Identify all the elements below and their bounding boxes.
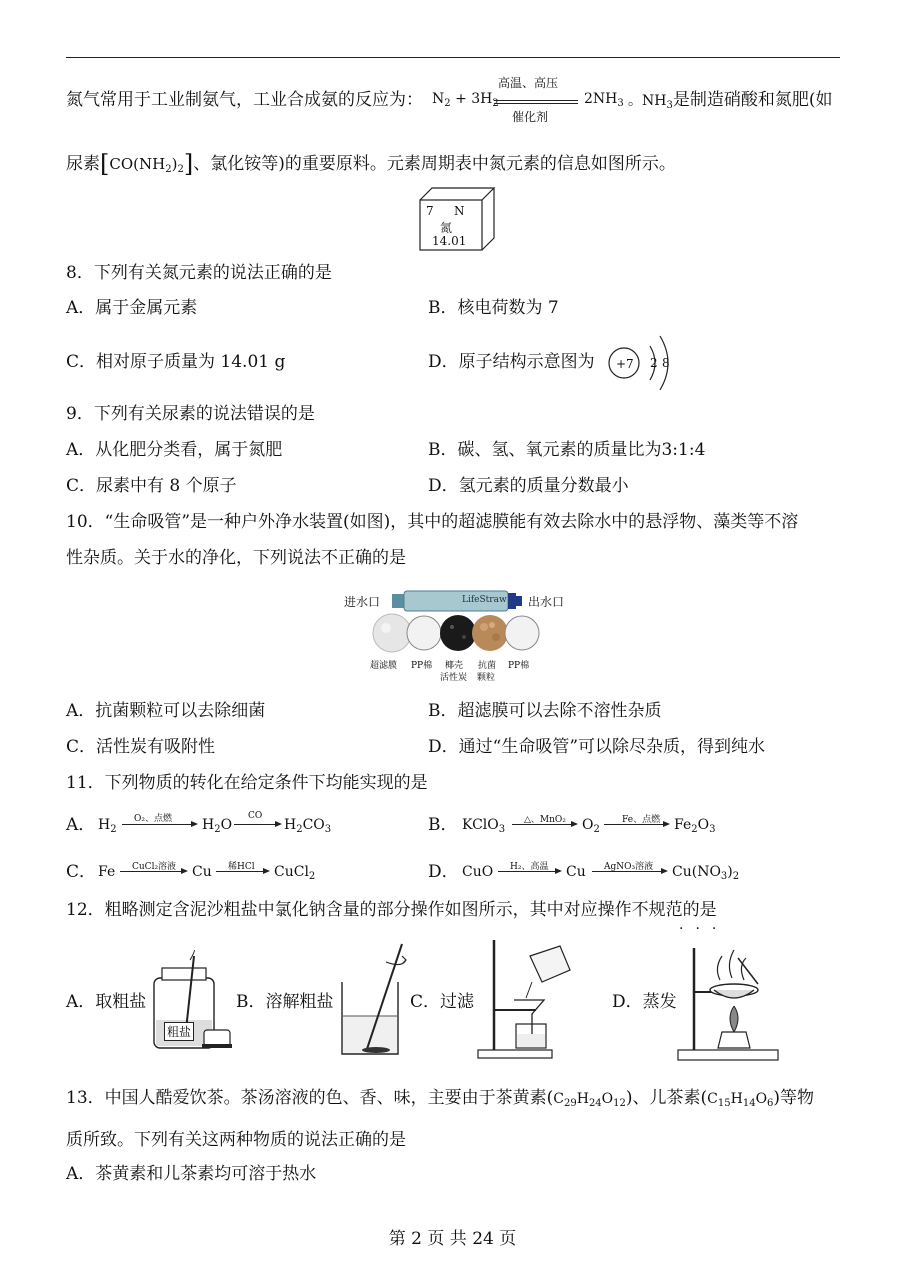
q11-option-d-label: D．	[428, 862, 459, 882]
q12-option-a: A．取粗盐	[66, 992, 147, 1012]
element-name: 氮	[440, 221, 453, 235]
q11-a-arrow1	[122, 824, 196, 825]
brand-label: LifeStraw	[462, 595, 507, 605]
q11-a-h2o: $H_2O$	[202, 817, 233, 835]
q10-option-d: D．通过“生命吸管”可以除尽杂质，得到纯水	[428, 737, 766, 757]
intro-line1: 氮气常用于工业制氨气，工业合成氨的反应为：	[66, 90, 423, 110]
q11-a-h2: $H_2$	[98, 817, 117, 835]
intro-line2: 尿素$[CO(NH_2)_2]$、氯化铵等)的重要原料。元素周期表中氮元素的信息如图所示。	[66, 150, 676, 178]
layer-label-3b: 活性炭	[440, 673, 468, 683]
q11-c-arrow1	[120, 871, 186, 872]
q11-d-arrow1	[498, 871, 560, 872]
layer-label-2: PP棉	[411, 661, 433, 671]
synthesis-equation: $N_2 + 3H_2$	[432, 91, 499, 109]
q13-stem-line2: 质所致。下列有关这两种物质的说法正确的是	[66, 1130, 406, 1150]
q10-stem-line1: 10．“生命吸管”是一种户外净水装置(如图)，其中的超滤膜能有效去除水中的悬浮物、藻类等不溶	[66, 512, 799, 532]
shell2-count: 8	[662, 356, 670, 370]
q10-stem-line2: 性杂质。关于水的净化，下列说法不正确的是	[66, 548, 406, 568]
element-mass: 14.01	[432, 234, 467, 248]
q13-option-a: A．茶黄素和儿茶素均可溶于热水	[66, 1164, 317, 1184]
header-rule	[66, 57, 840, 58]
jar-label: 粗盐	[164, 1022, 194, 1041]
layer-label-1: 超滤膜	[370, 661, 398, 671]
layer-label-4: 抗菌	[478, 661, 497, 671]
q9-stem: 9．下列有关尿素的说法错误的是	[66, 404, 315, 424]
nucleus-charge: +7	[616, 357, 634, 371]
q10-option-a: A．抗菌颗粒可以去除细菌	[66, 701, 266, 721]
q11-a-cond1: O₂、点燃	[134, 814, 172, 824]
q8-option-b: B．核电荷数为 7	[428, 298, 559, 318]
q11-a-cond2: CO	[248, 811, 263, 821]
q8-option-d: D．原子结构示意图为	[428, 352, 595, 372]
q11-option-c-label: C．	[66, 862, 97, 882]
shell1-count: 2	[650, 356, 658, 370]
q11-c-arrow2	[216, 871, 268, 872]
q8-option-c: C．相对原子质量为 14.01 g	[66, 352, 286, 372]
q11-c-cond2: 稀HCl	[228, 862, 255, 872]
q11-b-kclo3: KClO$_3$	[462, 817, 506, 835]
q11-a-h2co3: $H_2CO_3$	[284, 817, 332, 835]
equation-line2	[494, 103, 578, 104]
q9-option-c: C．尿素中有 8 个原子	[66, 476, 237, 496]
q11-stem: 11．下列物质的转化在给定条件下均能实现的是	[66, 773, 428, 793]
equation-condition-top: 高温、高压	[498, 76, 559, 90]
q9-option-d: D．氢元素的质量分数最小	[428, 476, 629, 496]
emphasis-dots: ···	[679, 921, 729, 937]
element-number: 7	[426, 204, 434, 218]
layer-label-3: 椰壳	[445, 661, 464, 671]
dissolve-beaker-image	[336, 942, 412, 1062]
q9-option-b: B．碳、氢、氧元素的质量比为3:1:4	[428, 440, 706, 460]
q11-d-cu: Cu	[566, 864, 586, 880]
equation-line	[494, 100, 578, 101]
q12-stem: 12．粗略测定含泥沙粗盐中氯化钠含量的部分操作如图所示，其中对应操作不规范的是	[66, 900, 717, 920]
intro-line1-end: 。$NH_3$是制造硝酸和氮肥(如	[628, 90, 833, 111]
q10-option-b: B．超滤膜可以去除不溶性杂质	[428, 701, 662, 721]
q11-d-cond1: H₂、高温	[510, 862, 549, 872]
page-footer: 第 2 页 共 24 页	[388, 1229, 517, 1249]
q11-b-cond1: △、MnO₂	[524, 815, 566, 825]
q11-c-fe: Fe	[98, 864, 116, 880]
q11-b-arrow2	[604, 824, 668, 825]
q8-stem: 8．下列有关氮元素的说法正确的是	[66, 263, 332, 283]
element-symbol: N	[454, 204, 465, 218]
equation-condition-bottom: 催化剂	[512, 110, 549, 124]
q11-d-cond2: AgNO₃溶液	[604, 862, 654, 872]
inlet-label: 进水口	[344, 595, 381, 609]
q11-b-cond2: Fe、点燃	[622, 815, 661, 825]
q8-option-a: A．属于金属元素	[66, 298, 198, 318]
filter-layers-image	[372, 612, 540, 654]
outlet-label: 出水口	[528, 595, 565, 609]
q9-option-a: A．从化肥分类看，属于氮肥	[66, 440, 283, 460]
filtration-setup-image	[476, 936, 578, 1062]
q11-option-a-label: A．	[66, 815, 96, 835]
q11-option-b-label: B．	[428, 815, 458, 835]
equation-product: $2NH_3$	[584, 91, 624, 109]
layer-label-5: PP棉	[508, 661, 530, 671]
q11-d-cuo: CuO	[462, 864, 494, 880]
q12-option-d: D．蒸发	[612, 992, 677, 1012]
q11-c-cond1: CuCl₂溶液	[132, 862, 177, 872]
layer-label-4b: 颗粒	[477, 673, 496, 683]
q11-a-arrow2	[234, 824, 280, 825]
q10-option-c: C．活性炭有吸附性	[66, 737, 216, 757]
q11-c-cucl2: CuCl$_2$	[274, 864, 316, 882]
q11-b-arrow1	[512, 824, 576, 825]
q13-stem-line1: 13．中国人酷爱饮茶。茶汤溶液的色、香、味，主要由于茶黄素$(C_{29}H_{24}O_{12})$、儿茶素$(C_{15}H_{14}O_6)$等物	[66, 1088, 815, 1109]
q11-d-cuno32: $Cu(NO_3)_2$	[672, 864, 740, 882]
evaporation-setup-image	[676, 940, 784, 1064]
q11-b-o2: $O_2$	[582, 817, 600, 835]
q12-option-c: C．过滤	[410, 992, 475, 1012]
q11-b-fe2o3: $Fe_2O_3$	[674, 817, 716, 835]
q11-c-cu: Cu	[192, 864, 212, 880]
q11-d-arrow2	[592, 871, 666, 872]
q12-option-b: B．溶解粗盐	[236, 992, 334, 1012]
